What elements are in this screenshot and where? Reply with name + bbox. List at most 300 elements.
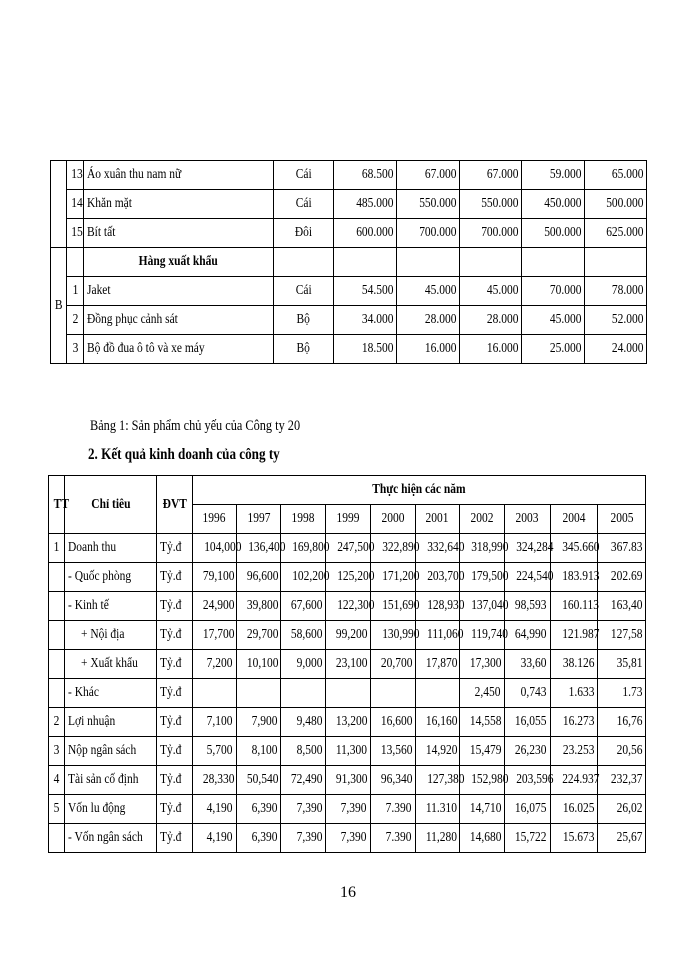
value-cell-text: 171,200: [382, 569, 420, 584]
value-cell: [334, 248, 397, 277]
product-name: [84, 248, 274, 277]
unit-cell: [274, 219, 334, 248]
value-cell-text: 169,800: [292, 540, 330, 555]
value-cell-text: 128,930: [426, 598, 464, 613]
row-number: [49, 650, 65, 679]
value-cell: [397, 277, 460, 306]
table-row: [49, 708, 646, 737]
value-cell-text: 65.000: [611, 167, 643, 182]
value-cell: [550, 650, 598, 679]
value-cell-text: 1.633: [568, 685, 595, 700]
indicator-name: [65, 795, 156, 824]
value-cell-text: 16,075: [514, 801, 547, 816]
row-number: [67, 248, 84, 277]
value-cell-text: 127,380: [426, 772, 464, 787]
table-row: [51, 161, 647, 190]
value-cell-text: 10,100: [246, 656, 279, 671]
value-cell-text: 104,000: [204, 540, 242, 555]
value-cell: [193, 563, 237, 592]
unit-cell-text: Tỷ.đ: [159, 656, 181, 671]
row-number: [67, 335, 84, 364]
value-cell-text: 98,593: [514, 598, 547, 613]
value-cell-text: 58,600: [291, 627, 323, 642]
value-cell: [460, 248, 522, 277]
value-cell: [522, 335, 585, 364]
value-cell-text: 5,700: [206, 743, 233, 758]
value-cell: [504, 563, 554, 592]
value-cell: [370, 737, 415, 766]
header-years-group: [193, 476, 646, 505]
value-cell-text: 23,100: [336, 656, 368, 671]
value-cell-text: 45.000: [549, 312, 581, 327]
value-cell: [460, 737, 505, 766]
value-cell: [585, 277, 647, 306]
table-row: [51, 277, 647, 306]
value-cell: [460, 563, 509, 592]
value-cell: [460, 335, 522, 364]
value-cell-text: 332,640: [426, 540, 464, 555]
value-cell-text: 550.000: [480, 196, 518, 211]
product-name-text: Bộ đồ đua ô tô và xe máy: [87, 341, 205, 356]
value-cell-text: 15,479: [470, 743, 502, 758]
value-cell: [585, 248, 647, 277]
value-cell: [326, 766, 371, 795]
indicator-name: [65, 679, 156, 708]
table-row: [51, 190, 647, 219]
value-cell: [370, 592, 420, 621]
row-number-text: 3: [72, 341, 78, 356]
unit-cell: [156, 708, 193, 737]
value-cell-text: 16.000: [486, 341, 518, 356]
value-cell-text: 17,300: [470, 656, 502, 671]
value-cell: [522, 248, 585, 277]
value-cell: [598, 679, 646, 708]
value-cell: [334, 161, 397, 190]
value-cell-text: 28,330: [203, 772, 235, 787]
value-cell: [281, 563, 330, 592]
value-cell: [585, 335, 647, 364]
indicator-name: [65, 737, 156, 766]
value-cell-text: 127,58: [610, 627, 642, 642]
row-number: [67, 190, 84, 219]
year-header: [370, 505, 415, 534]
value-cell-text: 25.000: [549, 341, 581, 356]
value-cell-text: 96,340: [380, 772, 413, 787]
header-tt: [49, 476, 70, 534]
value-cell: [397, 306, 460, 335]
value-cell: [504, 766, 554, 795]
indicator-name-text: Tài sản cố định: [68, 772, 139, 787]
value-cell: [326, 795, 371, 824]
unit-cell-text: Tỷ.đ: [159, 685, 181, 700]
table-row: [49, 795, 646, 824]
value-cell-text: 7,390: [296, 830, 323, 845]
indicator-name-text: Lợi nhuận: [68, 714, 116, 729]
value-cell: [281, 679, 326, 708]
value-cell: [522, 161, 585, 190]
value-cell: [598, 650, 646, 679]
table-row: [49, 534, 646, 563]
value-cell-text: 700.000: [480, 225, 518, 240]
value-cell: [550, 563, 598, 592]
indicator-name-text: Vốn lu động: [68, 801, 126, 816]
value-cell: [460, 306, 522, 335]
value-cell: [326, 708, 371, 737]
unit-cell-text: Bộ: [296, 312, 311, 327]
value-cell: [460, 708, 505, 737]
value-cell-text: 59.000: [549, 167, 581, 182]
section-heading: 2. Kết quả kinh doanh của công ty: [88, 446, 280, 463]
unit-cell-text: Tỷ.đ: [159, 801, 181, 816]
row-number-text: 14: [71, 196, 83, 211]
value-cell-text: 34.000: [361, 312, 393, 327]
value-cell: [193, 708, 237, 737]
value-cell-text: 20,700: [380, 656, 413, 671]
table-row: [49, 737, 646, 766]
value-cell: [370, 534, 420, 563]
table-row: [49, 621, 646, 650]
product-name: [84, 277, 274, 306]
unit-cell-text: Cái: [295, 167, 312, 182]
table-row: [51, 219, 647, 248]
value-cell-text: 600.000: [355, 225, 393, 240]
value-cell-text: 232,37: [610, 772, 642, 787]
value-cell-text: 322,890: [382, 540, 420, 555]
indicator-name-text: - Kinh tế: [68, 598, 110, 613]
unit-cell: [156, 534, 193, 563]
value-cell-text: 9,000: [296, 656, 323, 671]
year-header: [598, 505, 646, 534]
value-cell: [326, 737, 371, 766]
unit-cell: [156, 795, 193, 824]
value-cell: [460, 277, 522, 306]
unit-cell: [274, 335, 334, 364]
page-number: 16: [340, 884, 356, 901]
product-name: [84, 219, 274, 248]
value-cell: [598, 737, 646, 766]
value-cell: [281, 766, 326, 795]
value-cell: [522, 219, 585, 248]
indicator-name: [65, 534, 156, 563]
value-cell: [334, 277, 397, 306]
value-cell: [460, 766, 509, 795]
value-cell: [415, 737, 460, 766]
value-cell-text: 99,200: [336, 627, 368, 642]
value-cell: [415, 534, 464, 563]
value-cell-text: 35,81: [616, 656, 642, 671]
unit-cell: [274, 277, 334, 306]
row-number: [67, 306, 84, 335]
unit-cell: [274, 248, 334, 277]
value-cell-text: 16.000: [424, 341, 456, 356]
year-header: [236, 505, 281, 534]
value-cell-text: 67,600: [291, 598, 323, 613]
value-cell: [236, 650, 281, 679]
indicator-name-text: Doanh thu: [68, 540, 117, 555]
value-cell-text: 7,200: [206, 656, 233, 671]
value-cell: [550, 534, 598, 563]
value-cell: [236, 563, 281, 592]
value-cell-text: 15.673: [562, 830, 595, 845]
product-name-text: Bít tất: [87, 225, 116, 240]
value-cell-text: 4,190: [206, 801, 233, 816]
year-header-text: 2001: [425, 511, 449, 526]
indicator-name-text: + Xuất khẩu: [81, 656, 139, 671]
year-header-text: 1999: [336, 511, 360, 526]
table-row: [51, 248, 647, 277]
unit-cell: [156, 592, 193, 621]
value-cell-text: 14,680: [470, 830, 502, 845]
value-cell: [504, 621, 550, 650]
value-cell-text: 224,540: [516, 569, 554, 584]
row-number-text: 4: [53, 772, 60, 787]
value-cell-text: 111,060: [426, 627, 463, 642]
value-cell: [326, 679, 371, 708]
value-cell-text: 13,200: [336, 714, 368, 729]
value-cell: [334, 306, 397, 335]
unit-cell-text: Bộ: [296, 341, 311, 356]
value-cell: [460, 592, 509, 621]
value-cell: [415, 621, 463, 650]
table-row: [49, 679, 646, 708]
value-cell: [504, 708, 550, 737]
table-row: [51, 335, 647, 364]
year-header-text: 2004: [562, 511, 586, 526]
group-cell: [51, 161, 67, 248]
header-indicator: [65, 476, 156, 534]
row-number: [49, 621, 65, 650]
value-cell-text: 16,160: [425, 714, 457, 729]
value-cell-text: 28.000: [486, 312, 518, 327]
value-cell-text: 38.126: [562, 656, 595, 671]
value-cell-text: 224.937: [561, 772, 600, 787]
value-cell: [585, 161, 647, 190]
row-number: [49, 766, 65, 795]
value-cell-text: 68.500: [361, 167, 393, 182]
value-cell: [550, 708, 598, 737]
value-cell-text: 17,700: [203, 627, 235, 642]
row-number-text: 13: [71, 167, 83, 182]
value-cell-text: 72,490: [291, 772, 323, 787]
year-header: [326, 505, 371, 534]
value-cell-text: 136,400: [248, 540, 286, 555]
value-cell: [460, 534, 509, 563]
value-cell-text: 7,900: [251, 714, 278, 729]
header-unit-text: ĐVT: [162, 496, 187, 512]
value-cell: [504, 824, 550, 853]
row-number: [67, 219, 84, 248]
header-unit: [156, 476, 193, 534]
value-cell-text: 7.390: [385, 830, 412, 845]
value-cell-text: 45.000: [424, 283, 456, 298]
row-number: [49, 795, 65, 824]
row-number-text: 2: [72, 312, 78, 327]
row-number: [49, 824, 65, 853]
unit-cell-text: Tỷ.đ: [159, 714, 181, 729]
value-cell-text: 202.69: [610, 569, 642, 584]
value-cell: [281, 534, 330, 563]
value-cell-text: 54.500: [361, 283, 393, 298]
value-cell-text: 23.253: [562, 743, 595, 758]
value-cell: [193, 795, 237, 824]
value-cell-text: 17,870: [425, 656, 457, 671]
value-cell: [281, 592, 326, 621]
value-cell-text: 500.000: [543, 225, 581, 240]
value-cell: [370, 621, 420, 650]
unit-cell: [274, 306, 334, 335]
value-cell: [598, 621, 646, 650]
row-number: [49, 534, 65, 563]
value-cell-text: 7,100: [206, 714, 233, 729]
row-number-text: 1: [72, 283, 78, 298]
row-number-text: 5: [53, 801, 60, 816]
value-cell-text: 6,390: [251, 830, 278, 845]
value-cell: [236, 795, 281, 824]
value-cell-text: 0,743: [520, 685, 547, 700]
value-cell-text: 14,920: [425, 743, 457, 758]
header-indicator-text: Chỉ tiêu: [90, 496, 131, 512]
year-header-text: 1997: [247, 511, 271, 526]
value-cell: [504, 679, 550, 708]
value-cell-text: 102,200: [292, 569, 330, 584]
indicator-name: [65, 621, 156, 650]
value-cell: [370, 824, 415, 853]
unit-cell: [156, 737, 193, 766]
row-number-text: 3: [53, 743, 60, 758]
value-cell-text: 20,56: [616, 743, 642, 758]
unit-cell: [274, 190, 334, 219]
year-header-text: 2005: [610, 511, 634, 526]
value-cell-text: 1.73: [621, 685, 642, 700]
product-table: [50, 160, 647, 364]
value-cell-text: 7,390: [296, 801, 323, 816]
value-cell-text: 18.500: [361, 341, 393, 356]
value-cell-text: 96,600: [246, 569, 279, 584]
value-cell: [598, 824, 646, 853]
value-cell: [598, 534, 646, 563]
year-header: [504, 505, 550, 534]
value-cell: [236, 592, 281, 621]
value-cell: [236, 766, 281, 795]
value-cell-text: 324,284: [516, 540, 554, 555]
unit-cell: [156, 563, 193, 592]
value-cell-text: 160.113: [561, 598, 599, 613]
value-cell: [281, 795, 326, 824]
value-cell-text: 500.000: [605, 196, 643, 211]
value-cell-text: 9,480: [296, 714, 323, 729]
product-name: [84, 335, 274, 364]
value-cell-text: 67.000: [486, 167, 518, 182]
value-cell-text: 24,900: [203, 598, 235, 613]
value-cell-text: 203,596: [516, 772, 554, 787]
row-number-text: 2: [53, 714, 60, 729]
unit-cell-text: Cái: [295, 196, 312, 211]
product-name: [84, 161, 274, 190]
group-cell: [51, 248, 67, 364]
value-cell: [193, 621, 237, 650]
value-cell: [281, 708, 326, 737]
value-cell-text: 450.000: [543, 196, 581, 211]
value-cell: [415, 795, 460, 824]
value-cell: [460, 190, 522, 219]
value-cell: [397, 161, 460, 190]
value-cell: [550, 824, 598, 853]
value-cell: [415, 679, 460, 708]
indicator-name: [65, 650, 156, 679]
value-cell: [236, 679, 281, 708]
value-cell: [193, 534, 242, 563]
value-cell: [504, 737, 550, 766]
value-cell-text: 367.83: [610, 540, 642, 555]
value-cell-text: 26,02: [616, 801, 642, 816]
value-cell: [598, 766, 646, 795]
indicator-name-text: - Vốn ngân sách: [68, 830, 143, 845]
year-header-text: 1996: [203, 511, 226, 526]
value-cell: [236, 737, 281, 766]
value-cell-text: 152,980: [471, 772, 509, 787]
value-cell-text: 6,390: [251, 801, 278, 816]
value-cell-text: 26,230: [514, 743, 547, 758]
unit-cell-text: Tỷ.đ: [159, 569, 181, 584]
value-cell-text: 14,710: [470, 801, 502, 816]
group-cell-text: B: [54, 297, 63, 313]
value-cell: [236, 534, 286, 563]
value-cell: [460, 219, 522, 248]
header-tt-text: TT: [53, 496, 70, 512]
product-name-text: Jaket: [87, 283, 111, 298]
value-cell: [370, 679, 415, 708]
value-cell-text: 137,040: [471, 598, 509, 613]
value-cell: [193, 737, 237, 766]
value-cell-text: 79,100: [203, 569, 235, 584]
value-cell: [415, 650, 460, 679]
value-cell: [415, 766, 464, 795]
value-cell: [415, 592, 464, 621]
row-number: [49, 708, 65, 737]
value-cell: [370, 766, 415, 795]
row-number: [67, 161, 84, 190]
unit-cell: [156, 824, 193, 853]
year-header: [460, 505, 505, 534]
value-cell-text: 4,190: [206, 830, 233, 845]
value-cell-text: 14,558: [470, 714, 502, 729]
value-cell: [415, 824, 460, 853]
value-cell: [281, 621, 326, 650]
table-row: [51, 306, 647, 335]
row-number: [49, 592, 65, 621]
product-name-text: Hàng xuất khẩu: [138, 254, 219, 269]
year-header: [281, 505, 326, 534]
unit-cell-text: Đôi: [294, 225, 313, 240]
product-name-text: Đồng phục cảnh sát: [87, 312, 178, 327]
value-cell: [504, 592, 550, 621]
value-cell-text: 64,990: [514, 627, 547, 642]
value-cell: [326, 592, 375, 621]
value-cell: [326, 563, 375, 592]
value-cell: [236, 824, 281, 853]
value-cell: [326, 534, 375, 563]
value-cell: [326, 650, 371, 679]
product-name: [84, 190, 274, 219]
value-cell: [585, 190, 647, 219]
value-cell: [550, 592, 598, 621]
value-cell: [598, 563, 646, 592]
value-cell: [460, 824, 505, 853]
value-cell-text: 7,390: [340, 830, 367, 845]
year-header: [550, 505, 598, 534]
value-cell-text: 2,450: [475, 685, 501, 700]
unit-cell-text: Tỷ.đ: [159, 772, 181, 787]
